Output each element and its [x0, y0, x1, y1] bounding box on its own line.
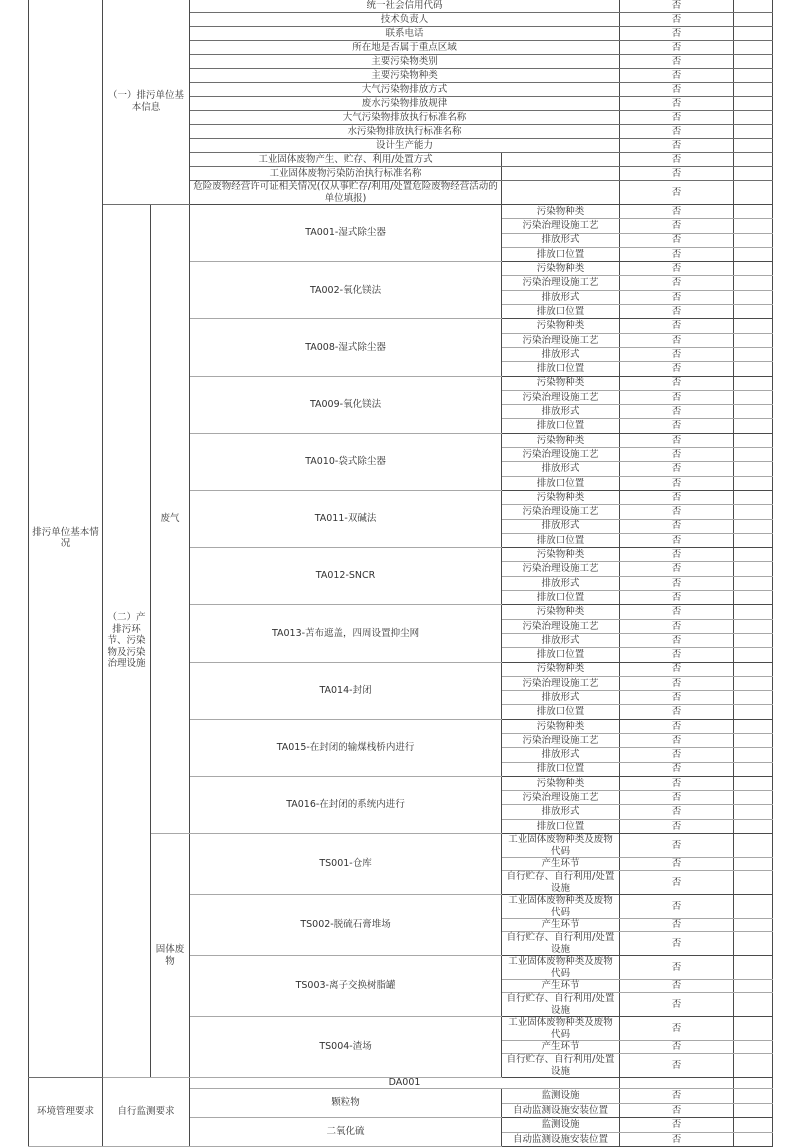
spacer-cell — [734, 419, 773, 433]
attribute-label-cell: 排放形式 — [502, 405, 620, 419]
attribute-label-cell: 排放形式 — [502, 290, 620, 304]
field-label-cell: 危险废物经营许可证相关情况(仅从事贮存/利用/处置危险废物经营活动的单位填报) — [190, 181, 502, 205]
status-cell: 否 — [620, 533, 734, 547]
status-cell: 否 — [620, 548, 734, 562]
status-cell: 否 — [620, 605, 734, 619]
status-cell: 否 — [620, 562, 734, 576]
attribute-label-cell: 产生环节 — [502, 858, 620, 871]
facility-label-cell: TA011-双碱法 — [190, 490, 502, 547]
status-cell: 否 — [620, 576, 734, 590]
spacer-cell — [734, 791, 773, 805]
attribute-label-cell: 排放口位置 — [502, 533, 620, 547]
section-label-cell: 自行监测要求 — [103, 1078, 190, 1147]
facility-label-cell: TA012-SNCR — [190, 548, 502, 605]
status-cell: 否 — [620, 290, 734, 304]
attribute-label-cell: 产生环节 — [502, 980, 620, 993]
status-cell: 否 — [620, 97, 734, 111]
spacer-cell — [734, 97, 773, 111]
spacer-cell — [734, 1089, 773, 1104]
status-cell: 否 — [620, 462, 734, 476]
spacer-cell — [734, 347, 773, 361]
status-cell: 否 — [620, 505, 734, 519]
field-label-cell: 设计生产能力 — [190, 139, 620, 153]
status-cell: 否 — [620, 262, 734, 276]
status-cell: 否 — [620, 55, 734, 69]
status-cell: 否 — [620, 591, 734, 605]
attribute-label-cell: 排放口位置 — [502, 476, 620, 490]
field-label-cell: 工业固体废物产生、贮存、利用/处置方式 — [190, 153, 502, 167]
status-cell: 否 — [620, 648, 734, 662]
status-cell: 否 — [620, 776, 734, 790]
status-cell: 否 — [620, 448, 734, 462]
blank-cell — [502, 153, 620, 167]
attribute-label-cell: 污染治理设施工艺 — [502, 219, 620, 233]
status-cell: 否 — [620, 219, 734, 233]
attribute-label-cell: 排放口位置 — [502, 591, 620, 605]
attribute-label-cell: 排放形式 — [502, 633, 620, 647]
status-cell: 否 — [620, 27, 734, 41]
spacer-cell — [734, 705, 773, 719]
attribute-label-cell: 排放形式 — [502, 233, 620, 247]
attribute-label-cell: 排放口位置 — [502, 419, 620, 433]
spacer-cell — [734, 153, 773, 167]
status-cell: 否 — [620, 633, 734, 647]
field-label-cell: 联系电话 — [190, 27, 620, 41]
attribute-label-cell: 排放形式 — [502, 462, 620, 476]
attribute-label-cell: 监测设施 — [502, 1118, 620, 1133]
spacer-cell — [734, 895, 773, 919]
attribute-label-cell: 排放口位置 — [502, 762, 620, 776]
spacer-cell — [734, 776, 773, 790]
status-cell: 否 — [620, 167, 734, 181]
category-label-cell: 废气 — [151, 205, 190, 834]
group-label-cell: 环境管理要求 — [29, 1078, 103, 1147]
spacer-cell — [734, 805, 773, 819]
blank-cell — [502, 167, 620, 181]
spacer-cell — [734, 448, 773, 462]
attribute-label-cell: 污染物种类 — [502, 205, 620, 219]
status-cell: 否 — [620, 347, 734, 361]
spacer-cell — [734, 376, 773, 390]
status-cell: 否 — [620, 433, 734, 447]
attribute-label-cell: 自动监测设施安装位置 — [502, 1132, 620, 1147]
status-cell: 否 — [620, 791, 734, 805]
status-cell: 否 — [620, 1103, 734, 1118]
attribute-label-cell: 排放口位置 — [502, 362, 620, 376]
status-cell: 否 — [620, 1054, 734, 1078]
status-cell: 否 — [620, 858, 734, 871]
spacer-cell — [734, 476, 773, 490]
spacer-cell — [734, 733, 773, 747]
facility-label-cell: TS003-离子交换树脂罐 — [190, 956, 502, 1017]
spacer-cell — [734, 219, 773, 233]
field-label-cell: 技术负责人 — [190, 13, 620, 27]
status-cell: 否 — [620, 362, 734, 376]
attribute-label-cell: 监测设施 — [502, 1089, 620, 1104]
spacer-cell — [734, 55, 773, 69]
spacer-cell — [734, 562, 773, 576]
attribute-label-cell: 工业固体废物种类及废物代码 — [502, 895, 620, 919]
spacer-cell — [734, 41, 773, 55]
facility-label-cell: TA016-在封闭的系统内进行 — [190, 776, 502, 833]
facility-label-cell: TA014-封闭 — [190, 662, 502, 719]
spacer-cell — [734, 83, 773, 97]
spacer-cell — [734, 181, 773, 205]
spacer-cell — [734, 0, 773, 13]
spacer-cell — [734, 719, 773, 733]
status-cell: 否 — [620, 181, 734, 205]
status-cell: 否 — [620, 762, 734, 776]
spacer-cell — [734, 619, 773, 633]
attribute-label-cell: 污染治理设施工艺 — [502, 733, 620, 747]
pollutant-label-cell: 颗粒物 — [190, 1089, 502, 1118]
attribute-label-cell: 污染治理设施工艺 — [502, 333, 620, 347]
status-cell: 否 — [620, 805, 734, 819]
attribute-label-cell: 污染物种类 — [502, 605, 620, 619]
spacer-cell — [734, 932, 773, 956]
attribute-label-cell: 排放口位置 — [502, 305, 620, 319]
spacer-cell — [734, 1078, 773, 1089]
spacer-cell — [734, 1118, 773, 1133]
status-cell: 否 — [620, 662, 734, 676]
attribute-label-cell: 污染物种类 — [502, 490, 620, 504]
attribute-label-cell: 产生环节 — [502, 919, 620, 932]
status-cell: 否 — [620, 476, 734, 490]
status-cell: 否 — [620, 390, 734, 404]
status-cell: 否 — [620, 619, 734, 633]
status-cell: 否 — [620, 233, 734, 247]
spacer-cell — [734, 390, 773, 404]
status-cell: 否 — [620, 276, 734, 290]
spacer-cell — [734, 139, 773, 153]
spacer-cell — [734, 333, 773, 347]
spacer-cell — [734, 505, 773, 519]
status-cell: 否 — [620, 41, 734, 55]
spacer-cell — [734, 662, 773, 676]
attribute-label-cell: 自行贮存、自行利用/处置设施 — [502, 871, 620, 895]
category-label-cell: 固体废物 — [151, 834, 190, 1078]
status-cell: 否 — [620, 419, 734, 433]
spacer-cell — [734, 919, 773, 932]
status-cell: 否 — [620, 125, 734, 139]
facility-label-cell: TA001-湿式除尘器 — [190, 205, 502, 262]
attribute-label-cell: 污染治理设施工艺 — [502, 791, 620, 805]
spacer-cell — [734, 69, 773, 83]
status-cell: 否 — [620, 819, 734, 833]
spacer-cell — [734, 262, 773, 276]
spacer-cell — [734, 548, 773, 562]
table-row — [29, 0, 773, 13]
status-cell: 否 — [620, 691, 734, 705]
status-cell: 否 — [620, 932, 734, 956]
status-cell: 否 — [620, 376, 734, 390]
attribute-label-cell: 污染治理设施工艺 — [502, 448, 620, 462]
status-cell: 否 — [620, 333, 734, 347]
spacer-cell — [734, 13, 773, 27]
permit-info-table — [28, 0, 773, 1147]
field-label-cell: 工业固体废物污染防治执行标准名称 — [190, 167, 502, 181]
status-cell: 否 — [620, 1017, 734, 1041]
status-cell: 否 — [620, 153, 734, 167]
spacer-cell — [734, 956, 773, 980]
facility-label-cell: TS001-仓库 — [190, 834, 502, 895]
status-cell: 否 — [620, 676, 734, 690]
spacer-cell — [734, 648, 773, 662]
spacer-cell — [734, 519, 773, 533]
spacer-cell — [734, 591, 773, 605]
field-label-cell: 主要污染物类别 — [190, 55, 620, 69]
spacer-cell — [734, 490, 773, 504]
spacer-cell — [734, 605, 773, 619]
attribute-label-cell: 污染治理设施工艺 — [502, 390, 620, 404]
attribute-label-cell: 排放形式 — [502, 748, 620, 762]
attribute-label-cell: 污染物种类 — [502, 719, 620, 733]
spacer-cell — [734, 1041, 773, 1054]
group-label-cell: 排污单位基本情况 — [29, 0, 103, 1078]
attribute-label-cell: 污染物种类 — [502, 433, 620, 447]
section-label-cell: （一）排污单位基本信息 — [103, 0, 190, 205]
spacer-cell — [734, 319, 773, 333]
blank-cell — [502, 181, 620, 205]
spacer-cell — [734, 871, 773, 895]
field-label-cell: 所在地是否属于重点区域 — [190, 41, 620, 55]
attribute-label-cell: 排放形式 — [502, 519, 620, 533]
field-label-cell: 水污染物排放执行标准名称 — [190, 125, 620, 139]
table-row — [29, 1078, 773, 1089]
facility-label-cell: TA013-苫布遮盖，四周设置抑尘网 — [190, 605, 502, 662]
attribute-label-cell: 排放形式 — [502, 805, 620, 819]
status-cell: 否 — [620, 1089, 734, 1104]
field-label-cell: 大气污染物排放执行标准名称 — [190, 111, 620, 125]
attribute-label-cell: 自行贮存、自行利用/处置设施 — [502, 932, 620, 956]
attribute-label-cell: 污染治理设施工艺 — [502, 676, 620, 690]
status-cell: 否 — [620, 305, 734, 319]
status-cell: 否 — [620, 519, 734, 533]
spacer-cell — [734, 1132, 773, 1147]
spacer-cell — [734, 980, 773, 993]
status-cell: 否 — [620, 705, 734, 719]
spacer-cell — [734, 205, 773, 219]
attribute-label-cell: 污染物种类 — [502, 776, 620, 790]
status-cell: 否 — [620, 0, 734, 13]
attribute-label-cell: 排放口位置 — [502, 705, 620, 719]
spacer-cell — [734, 125, 773, 139]
field-label-cell: 主要污染物种类 — [190, 69, 620, 83]
spacer-cell — [734, 858, 773, 871]
attribute-label-cell: 工业固体废物种类及废物代码 — [502, 834, 620, 858]
status-cell: 否 — [620, 69, 734, 83]
spacer-cell — [734, 633, 773, 647]
spacer-cell — [734, 748, 773, 762]
status-cell: 否 — [620, 895, 734, 919]
blank-cell — [620, 1078, 734, 1089]
status-cell: 否 — [620, 834, 734, 858]
spacer-cell — [734, 290, 773, 304]
status-cell: 否 — [620, 1041, 734, 1054]
spacer-cell — [734, 576, 773, 590]
facility-label-cell: TA002-氧化镁法 — [190, 262, 502, 319]
status-cell: 否 — [620, 205, 734, 219]
attribute-label-cell: 污染物种类 — [502, 376, 620, 390]
status-cell: 否 — [620, 13, 734, 27]
attribute-label-cell: 排放口位置 — [502, 648, 620, 662]
attribute-label-cell: 污染治理设施工艺 — [502, 562, 620, 576]
spacer-cell — [734, 433, 773, 447]
status-cell: 否 — [620, 980, 734, 993]
attribute-label-cell: 污染物种类 — [502, 548, 620, 562]
attribute-label-cell: 污染物种类 — [502, 262, 620, 276]
spacer-cell — [734, 167, 773, 181]
table-row — [29, 205, 773, 219]
spacer-cell — [734, 533, 773, 547]
attribute-label-cell: 自行贮存、自行利用/处置设施 — [502, 1054, 620, 1078]
spacer-cell — [734, 993, 773, 1017]
facility-label-cell: TA009-氧化镁法 — [190, 376, 502, 433]
status-cell: 否 — [620, 111, 734, 125]
status-cell: 否 — [620, 871, 734, 895]
attribute-label-cell: 产生环节 — [502, 1041, 620, 1054]
facility-label-cell: TS004-渣场 — [190, 1017, 502, 1078]
attribute-label-cell: 排放口位置 — [502, 819, 620, 833]
field-label-cell: 废水污染物排放规律 — [190, 97, 620, 111]
spacer-cell — [734, 247, 773, 261]
attribute-label-cell: 污染治理设施工艺 — [502, 505, 620, 519]
spacer-cell — [734, 819, 773, 833]
attribute-label-cell: 工业固体废物种类及废物代码 — [502, 1017, 620, 1041]
attribute-label-cell: 污染物种类 — [502, 662, 620, 676]
spacer-cell — [734, 405, 773, 419]
status-cell: 否 — [620, 919, 734, 932]
status-cell: 否 — [620, 719, 734, 733]
status-cell: 否 — [620, 247, 734, 261]
attribute-label-cell: 工业固体废物种类及废物代码 — [502, 956, 620, 980]
attribute-label-cell: 自行贮存、自行利用/处置设施 — [502, 993, 620, 1017]
facility-label-cell: TA015-在封闭的输煤栈桥内进行 — [190, 719, 502, 776]
spacer-cell — [734, 27, 773, 41]
attribute-label-cell: 污染物种类 — [502, 319, 620, 333]
status-cell: 否 — [620, 748, 734, 762]
spacer-cell — [734, 676, 773, 690]
facility-label-cell: TS002-脱硫石膏堆场 — [190, 895, 502, 956]
spacer-cell — [734, 1103, 773, 1118]
status-cell: 否 — [620, 1118, 734, 1133]
attribute-label-cell: 排放形式 — [502, 576, 620, 590]
spacer-cell — [734, 276, 773, 290]
outlet-code-cell: DA001 — [190, 1078, 620, 1089]
status-cell: 否 — [620, 83, 734, 97]
spacer-cell — [734, 834, 773, 858]
spacer-cell — [734, 1017, 773, 1041]
spacer-cell — [734, 762, 773, 776]
status-cell: 否 — [620, 956, 734, 980]
attribute-label-cell: 排放形式 — [502, 691, 620, 705]
field-label-cell: 大气污染物排放方式 — [190, 83, 620, 97]
attribute-label-cell: 排放形式 — [502, 347, 620, 361]
status-cell: 否 — [620, 139, 734, 153]
facility-label-cell: TA008-湿式除尘器 — [190, 319, 502, 376]
spacer-cell — [734, 691, 773, 705]
status-cell: 否 — [620, 405, 734, 419]
spacer-cell — [734, 233, 773, 247]
status-cell: 否 — [620, 1132, 734, 1147]
spacer-cell — [734, 1054, 773, 1078]
spacer-cell — [734, 305, 773, 319]
facility-label-cell: TA010-袋式除尘器 — [190, 433, 502, 490]
pollutant-label-cell: 二氧化硫 — [190, 1118, 502, 1147]
status-cell: 否 — [620, 490, 734, 504]
spacer-cell — [734, 362, 773, 376]
status-cell: 否 — [620, 993, 734, 1017]
field-label-cell: 统一社会信用代码 — [190, 0, 620, 13]
status-cell: 否 — [620, 733, 734, 747]
section-label-cell: （二）产排污环节、污染物及污染治理设施 — [103, 205, 151, 1078]
attribute-label-cell: 排放口位置 — [502, 247, 620, 261]
status-cell: 否 — [620, 319, 734, 333]
attribute-label-cell: 污染治理设施工艺 — [502, 619, 620, 633]
spacer-cell — [734, 111, 773, 125]
attribute-label-cell: 污染治理设施工艺 — [502, 276, 620, 290]
spacer-cell — [734, 462, 773, 476]
attribute-label-cell: 自动监测设施安装位置 — [502, 1103, 620, 1118]
